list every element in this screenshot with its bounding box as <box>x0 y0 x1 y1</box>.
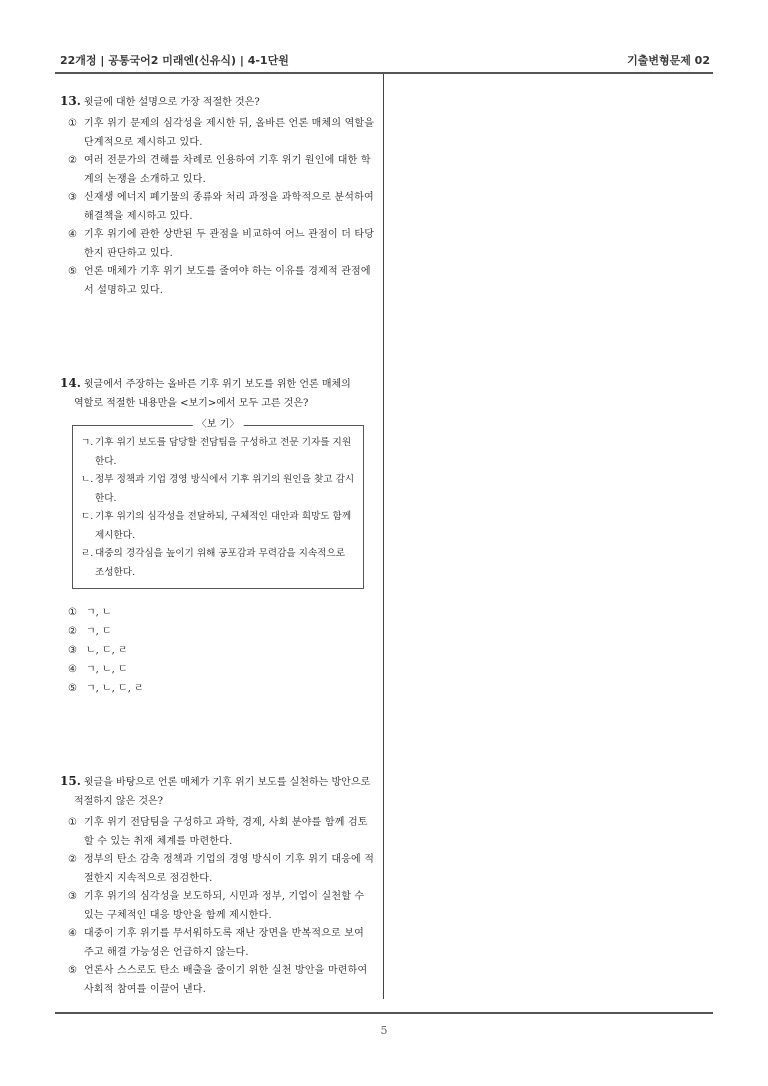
option-mark: ① <box>68 817 77 828</box>
choice-mark: ⑤ <box>68 683 77 694</box>
choice-2[interactable] <box>60 622 375 641</box>
option-1[interactable] <box>60 814 375 851</box>
option-2[interactable] <box>60 152 375 189</box>
option-3[interactable] <box>60 189 375 226</box>
question-15 <box>60 772 375 999</box>
option-text: 기후 위기에 관한 상반된 두 관점을 비교하여 어느 관점이 더 타당한지 판단하고 있다. <box>84 229 375 259</box>
bogi-item <box>81 545 355 582</box>
bogi-item <box>81 508 355 545</box>
bogi-text: 정부 정책과 기업 경영 방식에서 기후 위기의 원인을 찾고 감시한다. <box>95 474 355 504</box>
choice-text: ㄱ, ㄴ, ㄷ <box>86 664 128 675</box>
option-text: 여러 전문가의 견해를 차례로 인용하여 기후 위기 원인에 대한 학계의 논쟁을 소개하고 있다. <box>84 155 371 185</box>
choice-mark: ④ <box>68 664 77 675</box>
choice-1[interactable] <box>60 603 375 622</box>
bogi-mark: ㄹ. <box>81 548 94 559</box>
choice-mark: ② <box>68 626 77 637</box>
option-list <box>60 814 375 999</box>
header-problem-set: 기출변형문제 02 <box>627 54 710 67</box>
bogi-text: 기후 위기 보도를 담당할 전담팀을 구성하고 전문 기자를 지원한다. <box>95 437 352 467</box>
question-number: 13. <box>60 94 81 108</box>
bogi-item <box>81 471 355 508</box>
bogi-mark: ㄷ. <box>81 511 94 522</box>
question-13 <box>60 92 375 300</box>
question-stem <box>60 374 375 413</box>
header-rule <box>55 72 713 74</box>
choice-text: ㄱ, ㄴ <box>86 607 112 618</box>
option-text: 기후 위기의 심각성을 보도하되, 시민과 정부, 기업이 실천할 수 있는 구체적인 대응 방안을 함께 제시한다. <box>84 891 365 921</box>
question-number: 15. <box>60 774 81 788</box>
option-mark: ② <box>68 155 77 166</box>
question-text: 윗글에 대한 설명으로 가장 적절한 것은? <box>83 97 260 108</box>
option-5[interactable] <box>60 962 375 999</box>
option-mark: ④ <box>68 928 77 939</box>
header-course-info: 22개정 | 공통국어2 미래엔(신유식) | 4-1단원 <box>60 54 289 67</box>
choice-text: ㄱ, ㄷ <box>86 626 112 637</box>
option-4[interactable] <box>60 226 375 263</box>
bogi-mark: ㄱ. <box>81 437 94 448</box>
column-divider <box>383 74 384 999</box>
option-3[interactable] <box>60 888 375 925</box>
question-text-continued: 역할로 적절한 내용만을 <보기>에서 모두 고른 것은? <box>74 398 309 409</box>
choice-4[interactable] <box>60 660 375 679</box>
choice-mark: ③ <box>68 645 77 656</box>
option-mark: ⑤ <box>68 266 77 277</box>
bogi-text: 기후 위기의 심각성을 전달하되, 구체적인 대안과 희망도 함께 제시한다. <box>95 511 352 541</box>
option-1[interactable] <box>60 115 375 152</box>
option-mark: ③ <box>68 891 77 902</box>
choice-text: ㄴ, ㄷ, ㄹ <box>86 645 128 656</box>
bogi-box <box>72 419 364 589</box>
option-5[interactable] <box>60 263 375 300</box>
footer-rule <box>55 1012 713 1014</box>
choice-3[interactable] <box>60 641 375 660</box>
option-text: 언론 매체가 기후 위기 보도를 줄여야 하는 이유를 경제적 관점에서 설명하고 있다. <box>84 266 371 296</box>
bogi-item <box>81 434 355 471</box>
option-2[interactable] <box>60 851 375 888</box>
question-number: 14. <box>60 376 81 390</box>
option-mark: ④ <box>68 229 77 240</box>
option-mark: ⑤ <box>68 965 77 976</box>
question-14 <box>60 374 375 698</box>
bogi-text: 대중의 경각심을 높이기 위해 공포감과 무력감을 지속적으로 조성한다. <box>95 548 345 578</box>
choice-list <box>60 603 375 698</box>
page-number: 5 <box>380 1024 388 1037</box>
option-text: 대중이 기후 위기를 무서워하도록 재난 장면을 반복적으로 보여 주고 해결 가능성은 언급하지 않는다. <box>84 928 365 958</box>
question-text: 윗글에서 주장하는 올바른 기후 위기 보도를 위한 언론 매체의 <box>83 379 351 390</box>
question-text-continued: 적절하지 않은 것은? <box>74 796 163 807</box>
option-text: 기후 위기 문제의 심각성을 제시한 뒤, 올바른 언론 매체의 역할을 단계적으로 제시하고 있다. <box>84 118 375 148</box>
option-mark: ② <box>68 854 77 865</box>
choice-5[interactable] <box>60 679 375 698</box>
question-stem <box>60 92 375 112</box>
option-text: 언론사 스스로도 탄소 배출을 줄이기 위한 실천 방안을 마련하여 사회적 참여를 이끌어 낸다. <box>84 965 368 995</box>
bogi-mark: ㄴ. <box>81 474 94 485</box>
option-text: 기후 위기 전담팀을 구성하고 과학, 경제, 사회 분야를 함께 검토할 수 있는 취재 체계를 마련한다. <box>84 817 368 847</box>
option-text: 정부의 탄소 감축 정책과 기업의 경영 방식이 기후 위기 대응에 적절한지 지속적으로 점검한다. <box>84 854 375 884</box>
choice-text: ㄱ, ㄴ, ㄷ, ㄹ <box>86 683 144 694</box>
option-mark: ① <box>68 118 77 129</box>
option-text: 신재생 에너지 폐기물의 종류와 처리 과정을 과학적으로 분석하여 해결책을 제시하고 있다. <box>84 192 374 222</box>
bogi-title: 〈보 기〉 <box>193 418 244 432</box>
option-list <box>60 115 375 300</box>
question-text: 윗글을 바탕으로 언론 매체가 기후 위기 보도를 실천하는 방안으로 <box>83 777 371 788</box>
option-4[interactable] <box>60 925 375 962</box>
choice-mark: ① <box>68 607 77 618</box>
option-mark: ③ <box>68 192 77 203</box>
question-stem <box>60 772 375 811</box>
